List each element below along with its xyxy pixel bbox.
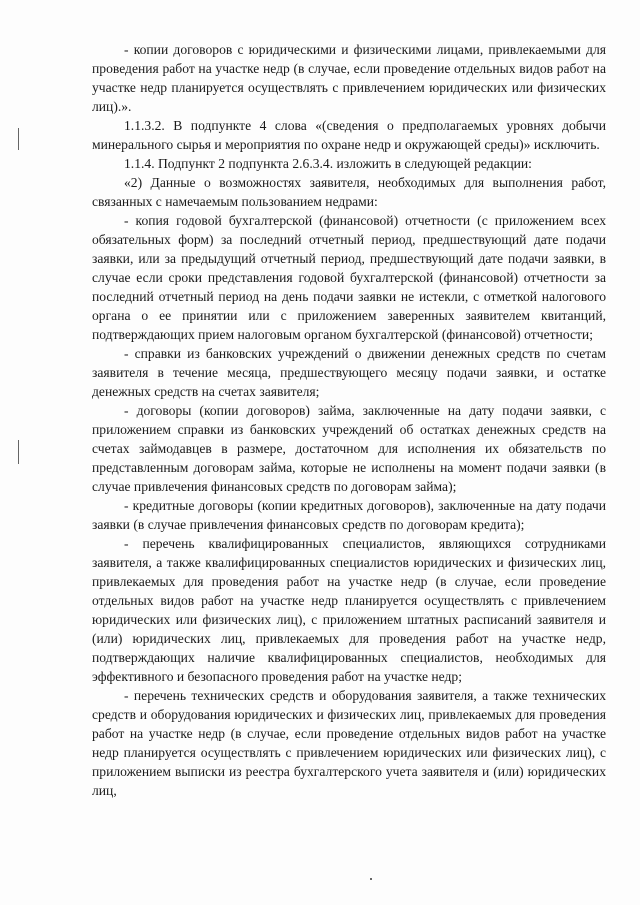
paragraph-contract-copies: - копии договоров с юридическими и физическими лицами, привлекаемыми для проведения работ на участке недр (в случае, если проведение отдельных видов работ на участке недр планируется осуществлять с привлечением юридических или физических лиц).». <box>92 42 606 114</box>
paragraph-item-2: «2) Данные о возможностях заявителя, необходимых для выполнения работ, связанных с намечаемым пользованием недрами: <box>92 175 606 209</box>
document-body <box>92 40 606 800</box>
paragraph-1-1-3-2: 1.1.3.2. В подпункте 4 слова «(сведения о предполагаемых уровнях добычи минерального сырья и мероприятия по охране недр и окружающей среды)» исключить. <box>92 118 606 152</box>
paragraph-financial-statements: - копия годовой бухгалтерской (финансовой) отчетности (с приложением всех обязательных форм) за последний отчетный период, предшествующий дате подачи заявки, или за предыдущий отчетный период, предшествующий дате подачи заявки, в случае если сроки представления годовой бухгалтерской (финансовой) отчетности за последний отчетный период на день подачи заявки не истекли, с отметкой налогового органа о ее принятии или с приложением заверенных заявителем квитанций, подтверждающих прием налоговым органом бухгалтерской (финансовой) отчетности; <box>92 213 606 342</box>
paragraph-1-1-4: 1.1.4. Подпункт 2 подпункта 2.6.3.4. изложить в следующей редакции: <box>124 156 532 171</box>
paragraph-bank-statements: - справки из банковских учреждений о движении денежных средств по счетам заявителя в течение месяца, предшествующего месяцу подачи заявки, и остатке денежных средств на счетах заявителя; <box>92 346 606 399</box>
scan-speck <box>370 878 372 880</box>
paragraph-equipment-list: - перечень технических средств и оборудования заявителя, а также технических средств и оборудования юридических и физических лиц, привлекаемых для проведения работ на участке недр (в случае, если проведение отдельных видов работ на участке недр планируется осуществлять с привлечением юридических или физических лиц), с приложением выписки из реестра бухгалтерского учета заявителя и (или) юридических лиц, <box>92 688 606 798</box>
paragraph-credit-agreements: - кредитные договоры (копии кредитных договоров), заключенные на дату подачи заявки (в случае привлечения финансовых средств по договорам кредита); <box>92 498 606 532</box>
margin-mark <box>18 440 19 464</box>
margin-mark <box>18 128 19 150</box>
paragraph-loan-agreements: - договоры (копии договоров) займа, заключенные на дату подачи заявки, с приложением справки из банковских учреждений об остатках денежных средств на счетах займодавцев в размере, достаточном для исполнения их обязательств по представленным договорам займа, которые не исполнены на момент подачи заявки (в случае привлечения финансовых средств по договорам займа); <box>92 403 606 494</box>
paragraph-specialists-list: - перечень квалифицированных специалистов, являющихся сотрудниками заявителя, а также квалифицированных специалистов юридических и физических лиц, привлекаемых для проведения работ на участке недр (в случае, если проведение отдельных видов работ на участке недр планируется осуществлять с привлечением юридических или физических лиц), с приложением штатных расписаний заявителя и (или) юридических лиц, привлекаемых для проведения работ на участке недр, подтверждающих наличие квалифицированных специалистов, необходимых для эффективного и безопасного проведения работ на участке недр; <box>92 536 606 684</box>
